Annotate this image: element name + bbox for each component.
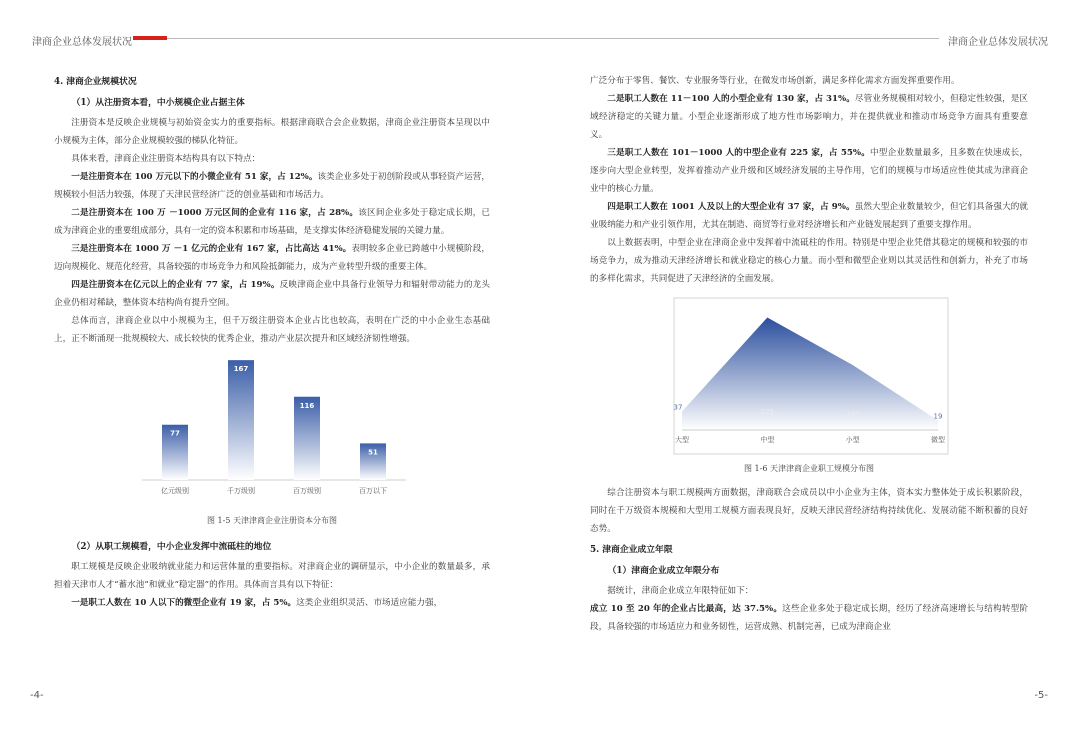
bar-value-label: 167	[233, 365, 249, 374]
area-category-label: 大型	[675, 436, 689, 444]
bar-value-label: 77	[170, 429, 180, 438]
paragraph	[54, 204, 490, 240]
header-rule-left	[167, 38, 541, 39]
paragraph	[54, 168, 490, 204]
area-category-label: 中型	[760, 436, 775, 444]
page-number-right: -5-	[1034, 690, 1048, 701]
header-left-title: 津商企业总体发展状况	[32, 37, 132, 48]
paragraph	[590, 198, 1028, 234]
right-page-column	[590, 72, 1028, 636]
bold-lead: 二是注册资本在 100 万 －1000 万元区间的企业有 116 家，占 28%。	[71, 208, 359, 218]
bar-category-label: 千万级别	[227, 487, 255, 495]
bar-1	[228, 360, 254, 480]
header-accent-bar	[133, 36, 167, 40]
paragraph: 综合注册资本与职工规模两方面数据，津商联合会成员以中小企业为主体，资本实力整体处于成长积累阶段，同时在千万级资本规模和大型用工规模方面表现良好，反映天津民营经济结构持续优化、发展动能不断积蓄的良好态势。	[590, 488, 1028, 534]
figure-caption-1-6: 图 1-6 天津津商企业职工规模分布图	[744, 464, 874, 473]
subsection-staff: （2）从职工规模看，中小企业发挥中流砥柱的地位	[71, 542, 272, 552]
bold-lead: 一是职工人数在 10 人以下的微型企业有 19 家，占 5%。	[71, 598, 297, 608]
paragraph-text: 这类企业组织灵活、市场适应能力强，	[296, 598, 443, 608]
bar-category-label: 百万级别	[293, 487, 321, 495]
page-number-left: -4-	[30, 690, 44, 701]
subsection-capital: （1）从注册资本看，中小规模企业占据主体	[71, 98, 245, 108]
bold-lead: 成立 10 至 20 年的企业占比最高，达 37.5%。	[590, 604, 783, 614]
paragraph	[54, 276, 490, 312]
area-value-label: 130	[845, 410, 860, 418]
paragraph	[54, 240, 490, 276]
bar-value-label: 51	[368, 448, 378, 457]
capital-bar-chart	[54, 348, 490, 508]
bold-lead: 三是职工人数在 101－1000 人的中型企业有 225 家，占 55%。	[607, 148, 870, 158]
paragraph: 总体而言，津商企业以中小规模为主，但千万级注册资本企业占比也较高，表明在广泛的中小企业生态基础上，正不断涌现一批规模较大、成长较快的优秀企业，推动产业层次提升和区域经济韧性增强。	[54, 316, 490, 344]
paragraph-text: 该类企业多处于初创阶段或从事轻资产运营，规模较小但活力较强，体现了天津民营经济广泛的创业基础和市场活力。	[54, 172, 490, 200]
area-value-label: 37	[673, 403, 683, 412]
paragraph	[590, 90, 1028, 144]
area-value-label: 19	[933, 412, 943, 421]
paragraph-text: 中型企业数量最多，且多数在快速成长，逐步向大型企业转型，发挥着推动产业升级和区域经济发展的主导作用，它们的规模与市场适应性使其成为津商企业中的核心力量。	[590, 148, 1028, 194]
paragraph: 广泛分布于零售、餐饮、专业服务等行业，在微发市场创新，满足多样化需求方面发挥重要作用。	[590, 76, 960, 86]
paragraph-text: 虽然大型企业数量较少，但它们具备强大的就业吸纳能力和产业引领作用，尤其在制造、商贸等行业对经济增长和产业链发展起到了重要支撑作用。	[590, 202, 1028, 230]
paragraph-text: 尽管业务规模相对较小，但稳定性较强，是区域经济稳定的关键力量。小型企业逐渐形成了地方性市场影响力，并在提供就业和推动市场竞争方面具有重要意义。	[590, 94, 1028, 140]
bold-lead: 三是注册资本在 1000 万 －1 亿元的企业有 167 家，占比高达 41%。	[71, 244, 352, 254]
bold-lead: 一是注册资本在 100 万元以下的小微企业有 51 家，占 12%。	[71, 172, 318, 182]
bar-value-label: 116	[299, 401, 315, 410]
header-right-title: 津商企业总体发展状况	[948, 37, 1048, 48]
subsection-age: （1）津商企业成立年限分布	[607, 566, 720, 576]
area-category-label: 微型	[931, 436, 945, 444]
paragraph	[590, 600, 1028, 636]
area-category-label: 小型	[845, 436, 860, 444]
left-page-column	[54, 72, 490, 612]
header-rule-right	[541, 38, 939, 39]
staff-area-chart-container	[590, 296, 1028, 456]
capital-bar-chart-container	[54, 348, 490, 508]
area-value-label: 225	[760, 408, 775, 416]
staff-area-chart	[590, 296, 1028, 456]
section-title-4: 4. 津商企业规模状况	[54, 77, 137, 87]
paragraph-text: 这些企业多处于稳定成长期，经历了经济高速增长与结构转型阶段，具备较强的市场适应力和业务韧性，运营成熟、机制完善，已成为津商企业	[590, 604, 1028, 632]
figure-caption-1-5: 图 1-5 天津津商企业注册资本分布图	[207, 516, 337, 525]
bold-lead: 四是职工人数在 1001 人及以上的大型企业有 37 家，占 9%。	[607, 202, 855, 212]
paragraph: 职工规模是反映企业吸纳就业能力和运营体量的重要指标。对津商企业的调研显示，中小企业的数量最多，承担着天津市人才“蓄水池”和就业“稳定器”的作用。具体而言具有以下特征：	[54, 562, 490, 590]
paragraph-text: 表明较多企业已跨越中小规模阶段，迈向规模化、规范化经营，具备较强的市场竞争力和风险抵御能力，成为产业转型升级的重要主体。	[54, 244, 490, 272]
paragraph: 具体来看，津商企业注册资本结构具有以下特点：	[71, 154, 261, 164]
paragraph	[54, 594, 490, 612]
bold-lead: 四是注册资本在亿元以上的企业有 77 家，占 19%。	[71, 280, 280, 290]
bar-category-label: 百万以下	[359, 487, 387, 495]
paragraph: 据统计，津商企业成立年限特征如下：	[607, 586, 754, 596]
paragraph-text: 该区间企业多处于稳定成长期，已成为津商企业的重要组成部分，具有一定的资本积累和市场基础，是支撑实体经济稳健发展的关键力量。	[54, 208, 490, 236]
paragraph-text: 反映津商企业中具备行业领导力和辐射带动能力的龙头企业仍相对稀缺，整体资本结构尚有提升空间。	[54, 280, 490, 308]
paragraph: 注册资本是反映企业规模与初始资金实力的重要指标。根据津商联合会企业数据，津商企业注册资本呈现以中小规模为主体，部分企业规模较强的梯队化特征。	[54, 118, 490, 146]
paragraph: 以上数据表明，中型企业在津商企业中发挥着中流砥柱的作用。特别是中型企业凭借其稳定的规模和较强的市场竞争力，成为推动天津经济增长和就业稳定的核心力量。而小型和微型企业则以其灵活性和创新力，补充了市场的多样化需求，共同促进了天津经济的全面发展。	[590, 238, 1028, 284]
bold-lead: 二是职工人数在 11－100 人的小型企业有 130 家，占 31%。	[607, 94, 855, 104]
paragraph	[590, 144, 1028, 198]
bar-category-label: 亿元级别	[161, 487, 189, 495]
section-title-5: 5. 津商企业成立年限	[590, 545, 673, 555]
